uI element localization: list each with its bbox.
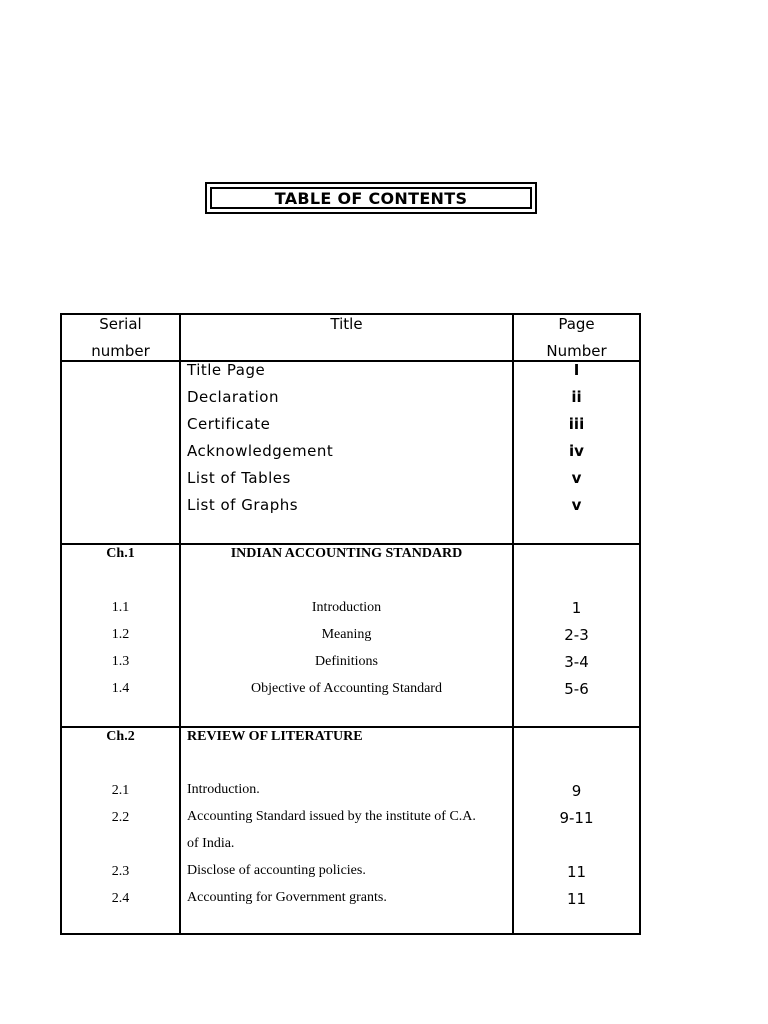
section-title: Introduction. (187, 782, 260, 797)
section-title: Meaning (321, 627, 372, 642)
chapter-title: INDIAN ACCOUNTING STANDARD (230, 546, 463, 561)
section-title: Accounting Standard issued by the institute of C.A. (187, 809, 476, 824)
front-matter-page: iv (569, 442, 584, 460)
toc-heading-frame (205, 182, 537, 214)
section-title: Definitions (315, 654, 378, 669)
front-matter-item: List of Tables (187, 469, 291, 487)
chapter-2-pages (514, 778, 639, 913)
front-matter-item: List of Graphs (187, 496, 299, 514)
front-matter-item: Certificate (187, 415, 271, 433)
section-serial: 2.4 (111, 891, 130, 906)
contents-table (60, 313, 641, 935)
header-page-line2: Number (546, 342, 607, 360)
section-title: Disclose of accounting policies. (187, 863, 366, 878)
front-matter-page: v (571, 469, 582, 487)
section-page: 5-6 (564, 680, 589, 698)
header-serial (62, 311, 179, 365)
header-title: Title (330, 315, 363, 333)
section-serial: 1.4 (111, 681, 130, 696)
chapter-1-pages (514, 595, 639, 703)
chapter-2-titles (187, 776, 509, 911)
section-page: 11 (566, 890, 587, 908)
spacer (514, 832, 639, 859)
front-matter-page: I (573, 361, 580, 379)
section-page: 3-4 (564, 653, 589, 671)
header-serial-line2: number (91, 342, 150, 360)
chapter-1-titles (181, 594, 512, 702)
front-matter-page: v (571, 496, 582, 514)
chapter-2-serials (62, 777, 179, 912)
section-title-continued: of India. (187, 836, 235, 851)
section-title: Accounting for Government grants. (187, 890, 387, 905)
front-matter-item: Title Page (187, 361, 266, 379)
chapter-title: REVIEW OF LITERATURE (187, 729, 363, 744)
section-page: 1 (571, 599, 582, 617)
section-page: 2-3 (564, 626, 589, 644)
front-matter-titles (187, 357, 507, 519)
section-serial: 2.2 (111, 810, 130, 825)
section-divider-2 (60, 726, 641, 728)
section-serial: 2.1 (111, 783, 130, 798)
front-matter-item: Declaration (187, 388, 279, 406)
section-serial: 1.3 (111, 654, 130, 669)
chapter-1-serials (62, 594, 179, 702)
chapter-serial: Ch.2 (106, 729, 135, 744)
section-serial: 1.2 (111, 627, 130, 642)
front-matter-page: ii (571, 388, 582, 406)
table-border-bottom (60, 933, 641, 935)
spacer (62, 831, 179, 858)
section-title: Objective of Accounting Standard (251, 681, 442, 696)
header-page-line1: Page (558, 315, 595, 333)
section-page: 11 (566, 863, 587, 881)
section-divider-1 (60, 543, 641, 545)
header-serial-line1: Serial (99, 315, 142, 333)
section-serial: 1.1 (111, 600, 130, 615)
section-page: 9-11 (559, 809, 594, 827)
table-border-right (639, 313, 641, 935)
toc-heading: TABLE OF CONTENTS (210, 187, 532, 209)
section-page: 9 (571, 782, 582, 800)
section-serial: 2.3 (111, 864, 130, 879)
front-matter-pages (514, 357, 639, 519)
section-title: Introduction (311, 600, 382, 615)
chapter-serial: Ch.1 (106, 546, 135, 561)
front-matter-page: iii (568, 415, 585, 433)
front-matter-item: Acknowledgement (187, 442, 334, 460)
